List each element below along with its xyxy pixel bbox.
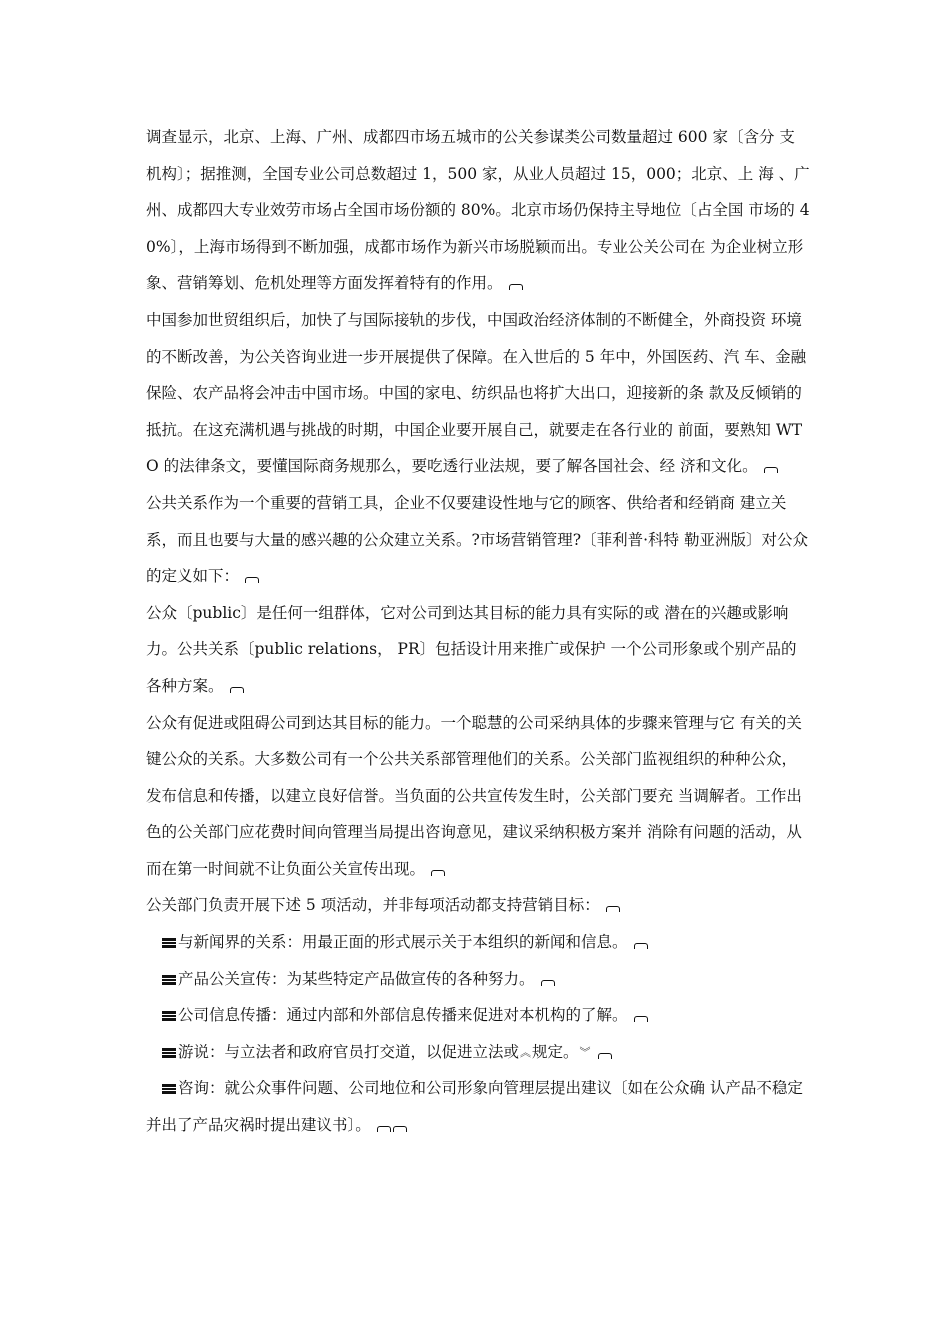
paragraph-text: 中国参加世贸组织后，加快了与国际接轨的步伐，中国政治经济体制的不断健全，外商投资 环境的不断改善，为公关咨询业进一步开展提供了保障。在入世后的 5 年中，外国医药、汽 车、金融保险、农产品将会冲击中国市场。中国的家电、纺织品也将扩大出口，迎接新的条 款及反倾销的抵抗。在这充满机遇与挑战的时期，中国企业要开展自己，就要走在各行业的 前面，要熟知 WTO 的法律条文，要懂国际商务规那么，要吃透行业法规，要了解各国社会、经 济和文化。 — [146, 310, 807, 476]
bullet-icon — [162, 975, 176, 985]
bullet-icon — [162, 1048, 176, 1058]
paragraph-mark-icon — [634, 943, 648, 949]
paragraph-mark-icon — [393, 1126, 407, 1132]
bullet-text: 公司信息传播：通过内部和外部信息传播来促进对本机构的了解。 — [178, 1006, 628, 1025]
paragraph-five-activities — [146, 887, 810, 924]
paragraph-pr-tool — [146, 485, 810, 595]
bullet-item-corporate-communication — [146, 997, 810, 1034]
bullet-item-consulting — [146, 1070, 810, 1143]
paragraph-mark-icon — [431, 870, 445, 876]
paragraph-mark-icon — [606, 906, 620, 912]
paragraph-mark-icon — [764, 467, 778, 473]
bullet-item-product-publicity — [146, 961, 810, 998]
chevron-up-icon: ︽ — [520, 1045, 532, 1059]
paragraph-mark-icon — [541, 980, 555, 986]
bullet-text: 与新闻界的关系：用最正面的形式展示关于本组织的新闻和信息。 — [178, 933, 628, 952]
bullet-text-tail: 规定。 — [532, 1042, 579, 1061]
paragraph-mark-icon — [634, 1016, 648, 1022]
paragraph-mark-icon — [377, 1126, 391, 1132]
bullet-icon — [162, 938, 176, 948]
paragraph-text: 公众有促进或阻碍公司到达其目标的能力。一个聪慧的公司采纳具体的步骤来管理与它 有关的关键公众的关系。大多数公司有一个公共关系部管理他们的关系。公关部门监视组织的种种公众，发布信息和传播，以建立良好信誉。当负面的公共宣传发生时，公关部门要充 当调解者。工作出色的公关部门应花费时间向管理当局提出咨询意见，建议采纳积极方案并 消除有问题的活动，从而在第一时间就不让负面公关宣传出现。 — [146, 713, 802, 878]
paragraph-mark-icon — [598, 1053, 612, 1059]
paragraph-market-survey — [146, 119, 810, 302]
bullet-text: 咨询：就公众事件问题、公司地位和公司形象向管理层提出建议〔如在公众确 认产品不稳定并出了产品灾祸时提出建议书〕。 — [146, 1079, 803, 1135]
paragraph-mark-icon — [245, 577, 259, 583]
paragraph-text: 公关部门负责开展下述 5 项活动，并非每项活动都支持营销目标： — [146, 896, 600, 915]
bullet-item-press-relations — [146, 924, 810, 961]
paragraph-mark-icon — [230, 687, 244, 693]
paragraph-wto — [146, 302, 810, 485]
bullet-item-lobbying — [146, 1034, 810, 1071]
bullet-icon — [162, 1011, 176, 1021]
paragraph-text: 公众〔public〕是任何一组群体，它对公司到达其目标的能力具有实际的或 潜在的兴趣或影响力。公共关系〔public relations， PR〕包括设计用来推广或保护 一个公司形象或个别产品的各种方案。 — [146, 603, 797, 695]
bullet-text: 产品公关宣传：为某些特定产品做宣传的各种努力。 — [178, 969, 535, 988]
bullet-text: 游说：与立法者和政府官员打交道，以促进立法或 — [178, 1042, 520, 1061]
paragraph-mark-icon — [509, 284, 523, 290]
paragraph-pr-department — [146, 705, 810, 888]
paragraph-text: 公共关系作为一个重要的营销工具，企业不仅要建设性地与它的顾客、供给者和经销商 建立关系，而且也要与大量的感兴趣的公众建立关系。?市场营销管理?〔菲利普·科特 勒亚洲版〕对公众的定义如下： — [146, 493, 808, 586]
chevron-down-icon: ︾ — [579, 1045, 591, 1059]
paragraph-public-definition — [146, 595, 810, 705]
paragraph-text: 调查显示，北京、上海、广州、成都四市场五城市的公关参谋类公司数量超过 600 家〔含分 支机构〕；据推测，全国专业公司总数超过 1，500 家，从业人员超过 15，000；北京、上 海 、广州、成都四大专业效劳市场占全国市场份额的 80%。北京市场仍保持主导地位〔占全国 市场的 40%〕，上海市场得到不断加强，成都市场作为新兴市场脱颖而出。专业公关公司在 为企业树立形象、营销筹划、危机处理等方面发挥着特有的作用。 — [146, 128, 810, 293]
bullet-icon — [162, 1084, 176, 1094]
